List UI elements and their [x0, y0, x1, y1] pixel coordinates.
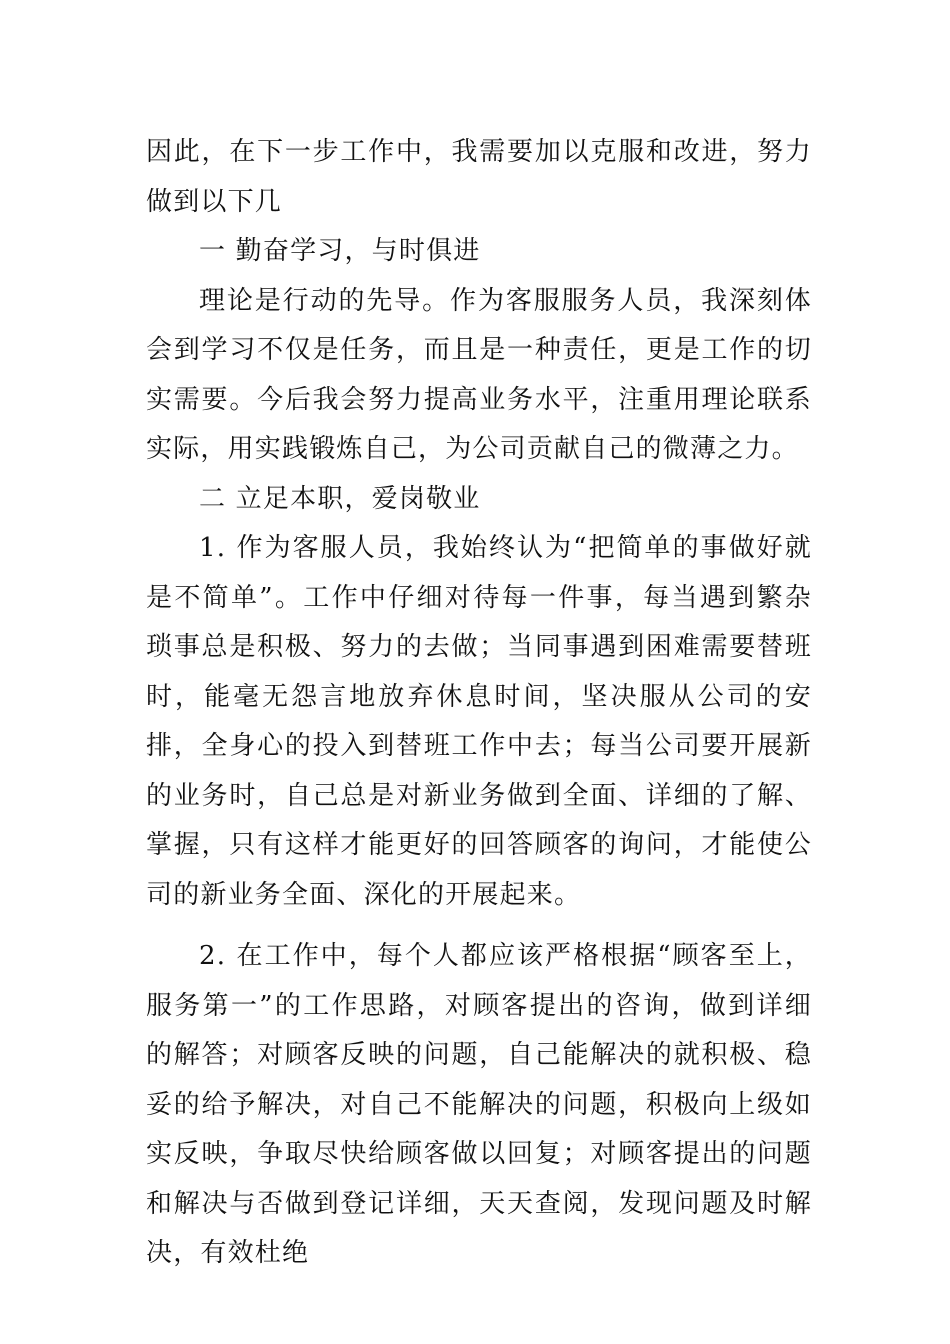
paragraph-intro: 因此，在下一步工作中，我需要加以克服和改进，努力做到以下几	[146, 137, 812, 217]
paragraph-point-1: 1. 作为客服人员，我始终认为“把简单的事做好就是不简单”。工作中仔细对待每一件事，每当遇到繁杂琐事总是积极、努力的去做；当同事遇到困难需要替班时，能毫无怨言地放弃休息时间，坚决服从公司的安排，全身心的投入到替班工作中去；每当公司要开展新的业务时，自己总是对新业务做到全面、详细的了解、掌握，只有这样才能更好的回答顾客的询问，才能使公司的新业务全面、深化的开展起来。	[146, 533, 812, 910]
paragraph-study: 理论是行动的先导。作为客服服务人员，我深刻体会到学习不仅是任务，而且是一种责任，更是工作的切实需要。今后我会努力提高业务水平，注重用理论联系实际，用实践锻炼自己，为公司贡献自己的微薄之力。	[146, 285, 812, 464]
heading-study: 一 勤奋学习，与时俱进	[199, 236, 481, 266]
paragraph-point-2: 2. 在工作中，每个人都应该严格根据“顾客至上，服务第一”的工作思路，对顾客提出的咨询，做到详细的解答；对顾客反映的问题，自己能解决的就积极、稳妥的给予解决，对自己不能解决的问题，积极向上级如实反映，争取尽快给顾客做以回复；对顾客提出的问题和解决与否做到登记详细，天天查阅，发现问题及时解决，有效杜绝	[146, 941, 812, 1268]
document-body	[146, 128, 812, 1279]
heading-dedication: 二 立足本职，爱岗敬业	[199, 483, 481, 514]
